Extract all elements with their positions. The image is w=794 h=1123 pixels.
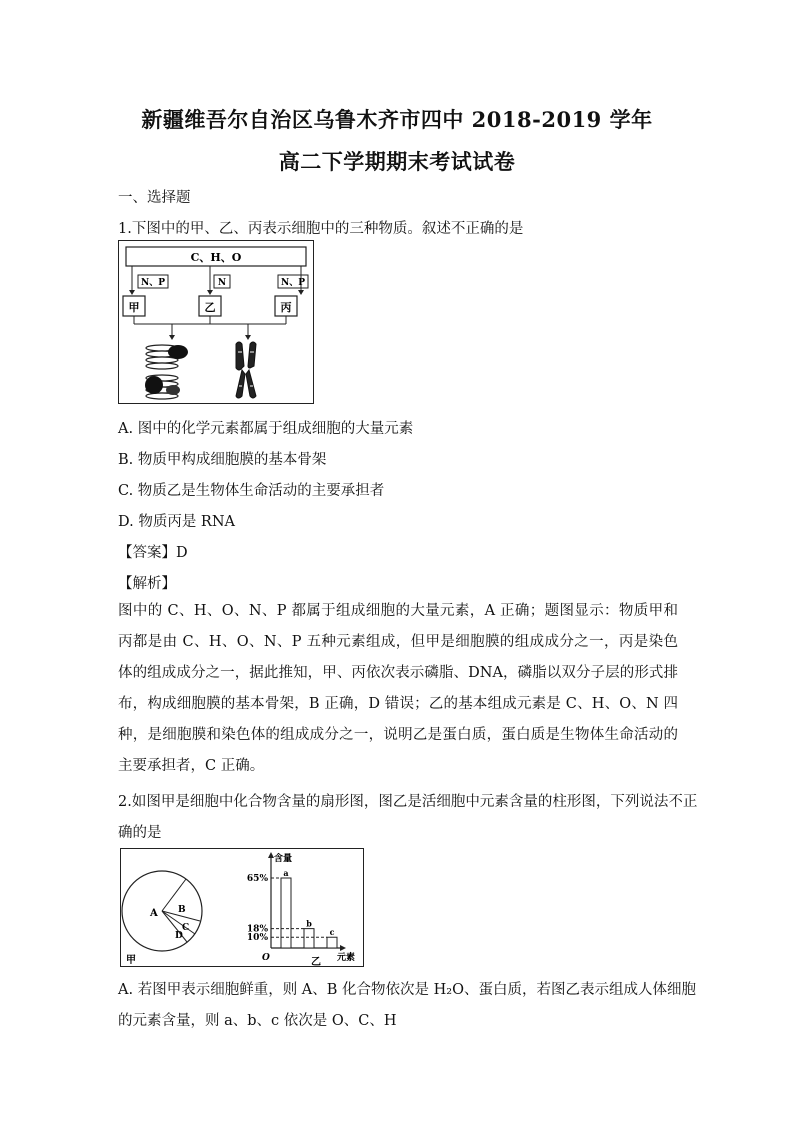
bar-label: c [329,927,335,938]
elements-text: C、H、O [190,251,242,264]
chromosome-icon [236,342,256,398]
q2-option-a-line-1: A. 若图甲表示细胞鲜重，则 A、B 化合物依次是 H₂O、蛋白质，若图乙表示组成人体细胞 [118,982,696,998]
section-heading: 一、选择题 [118,190,191,206]
pie-slice-b: B [178,905,186,915]
membrane-bilayer-icon [145,345,188,399]
q2-stem-line-1: 2.如图甲是细胞中化合物含量的扇形图，图乙是活细胞中元素含量的柱形图，下列说法不正 [118,794,698,810]
q1-analysis-text: 图中的 C、H、O、N、P 都属于组成细胞的大量元素，A 正确；题图显示：物质甲和丙都是由 C、H、O、N、P 五种元素组成，但甲是细胞膜的组成成分之一，丙是染色体的组成成分之一，据此推知，甲、丙依次表示磷脂、DNA，磷脂以双分子层的形式排布，构成细胞膜的基本骨架，B 正确，D 错误；乙的基本组成元素是 C、H、O、N 四种，是细胞膜和染色体的组成成分之一，说明乙是蛋白质，蛋白质是生物体生命活动的主要承担者，C 正确。 [118,603,678,774]
y-tick-label: 18% [246,924,268,935]
bar-b [304,929,314,948]
y-axis-label: 含量 [274,854,293,864]
q1-figure [118,240,314,404]
q2-figure [120,848,366,968]
pie-chart [122,871,202,966]
pie-slice-c: C [182,923,190,933]
bar-chart [247,852,355,968]
pie-slice-d: D [175,931,183,941]
origin-label: O [262,953,270,963]
bar-c [327,937,337,948]
q1-option-a: A. 图中的化学元素都属于组成细胞的大量元素 [118,421,414,437]
y-tick-label: 10% [246,933,268,944]
bar-label: b [306,918,312,929]
bar-caption: 乙 [311,957,321,968]
n-mid-label: N [217,278,227,288]
x-axis-label: 元素 [337,953,356,963]
pie-slice-a: A [150,908,158,919]
q1-answer: 【答案】D [118,545,188,561]
title-line-2: 高二下学期期末考试试卷 [278,149,516,174]
label-yi: 乙 [204,301,216,314]
label-bing: 丙 [280,301,292,314]
y-tick-label: 65% [246,874,268,884]
label-jia: 甲 [128,301,140,314]
np-right-label: N、P [281,278,305,288]
q2-option-a-line-2: 的元素含量，则 a、b、c 依次是 O、C、H [118,1013,397,1029]
pie-caption: 甲 [126,955,136,966]
q1-option-c: C. 物质乙是生物体生命活动的主要承担者 [118,483,385,499]
q1-option-b: B. 物质甲构成细胞膜的基本骨架 [118,452,327,468]
q1-option-d: D. 物质丙是 RNA [118,514,236,530]
title-line-1: 新疆维吾尔自治区乌鲁木齐市四中 2018-2019 学年 [141,107,653,132]
bar-label: a [283,868,289,878]
q1-analysis-label: 【解析】 [118,576,176,592]
np-left-label: N、P [141,278,165,288]
q1-stem: 1.下图中的甲、乙、丙表示细胞中的三种物质。叙述不正确的是 [118,221,524,237]
q2-stem-line-2: 确的是 [118,825,162,841]
